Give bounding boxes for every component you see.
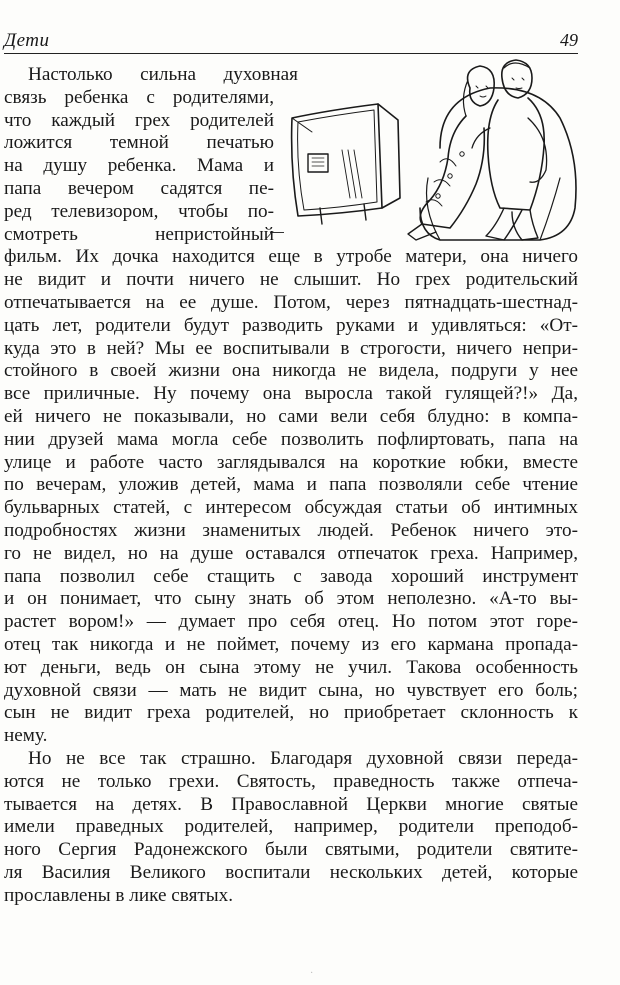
- paragraph-line: имели праведных родителей, например, родители преподоб-: [4, 816, 578, 838]
- text-line: папа позволил себе стащить с завода хороший инструмент: [4, 565, 578, 587]
- text-line: бульварных статей, с интересом обсуждая статьи об интимных: [4, 497, 578, 519]
- paragraph-line: ются не только грехи. Святость, праведность также отпеча-: [4, 770, 578, 792]
- page-header: [4, 26, 578, 56]
- wrapped-line: папа вечером садятся пе-: [4, 177, 274, 199]
- text-line: го не видел, но на душе оставался отпечаток греха. Например,: [4, 542, 578, 564]
- wrapped-line: ред телевизором, чтобы по-: [4, 200, 274, 222]
- text-line: ют деньги, ведь он сына этому не учил. Такова особенность: [4, 656, 578, 678]
- wrapped-line: что каждый грех родителей: [4, 109, 274, 131]
- text-line: растет вором!» — думает про себя отец. Но потом этот горе-: [4, 611, 578, 633]
- text-line: не видит и почти ничего не слышит. Но грех родительский: [4, 269, 578, 291]
- text-line: цать лет, родители будут разводить руками и удивляться: «От-: [4, 314, 578, 336]
- paragraph-line: Но не все так страшно. Благодаря духовной связи переда-: [28, 747, 578, 769]
- wrapped-line: связь ребенка с родителями,: [4, 86, 274, 108]
- wrapped-line: смотреть непристойный: [4, 223, 274, 245]
- text-line: и он понимает, что сыну знать об этом неполезно. «А-то вы-: [4, 588, 578, 610]
- text-line: по вечерам, уложив детей, мама и папа позволяли себе чтение: [4, 474, 578, 496]
- text-line: все приличные. Ну почему она выросла такой гулящей?!» Да,: [4, 383, 578, 405]
- text-line: нему.: [4, 725, 48, 747]
- page-number: 49: [560, 30, 578, 50]
- text-line: подробностях жизни знаменитых людей. Ребенок ничего это-: [4, 519, 578, 541]
- paragraph-line: ля Василия Великого воспитали нескольких детей, которые: [4, 861, 578, 883]
- text-line: нии друзей мама могла себе позволить пофлиртовать, папа на: [4, 428, 578, 450]
- wrapped-line: Настолько сильна духовная: [28, 64, 298, 85]
- text-line: отец так никогда и не поймет, почему из его кармана пропада-: [4, 633, 578, 655]
- wrapped-line: на душу ребенка. Мама и: [4, 155, 274, 177]
- text-line: стойного в своей жизни она никогда не видела, подруги у нее: [4, 360, 578, 382]
- running-title: Дети: [4, 30, 50, 51]
- text-line: фильм. Их дочка находится еще в утробе матери, она ничего: [4, 246, 578, 268]
- paragraph-line: прославлены в лике святых.: [4, 884, 234, 906]
- text-line: ей ничего не показывали, но сами вели себя блудно: в компа-: [4, 405, 578, 427]
- text-line: сын не видит греха родителей, но приобретает склонность к: [4, 702, 578, 724]
- wrapped-line: ложится темной печатью: [4, 132, 274, 154]
- text-line: куда это в ней? Мы ее воспитывали в строгости, ничего непри-: [4, 337, 578, 359]
- body-text: [4, 64, 578, 907]
- header-rule: [4, 53, 578, 54]
- text-line: улице и работе часто заглядывался на короткие юбки, вместе: [4, 451, 578, 473]
- paragraph-line: тывается на детях. В Православной Церкви многие святые: [4, 793, 578, 815]
- text-line: духовной связи — мать не видит сына, но чувствует его боль;: [4, 679, 578, 701]
- text-line: отпечатывается на ее душе. Потом, через пятнадцать-шестнад-: [4, 291, 578, 313]
- paragraph-line: ного Сергия Радонежского были святыми, родители святите-: [4, 839, 578, 861]
- scan-mark: ·: [310, 968, 314, 979]
